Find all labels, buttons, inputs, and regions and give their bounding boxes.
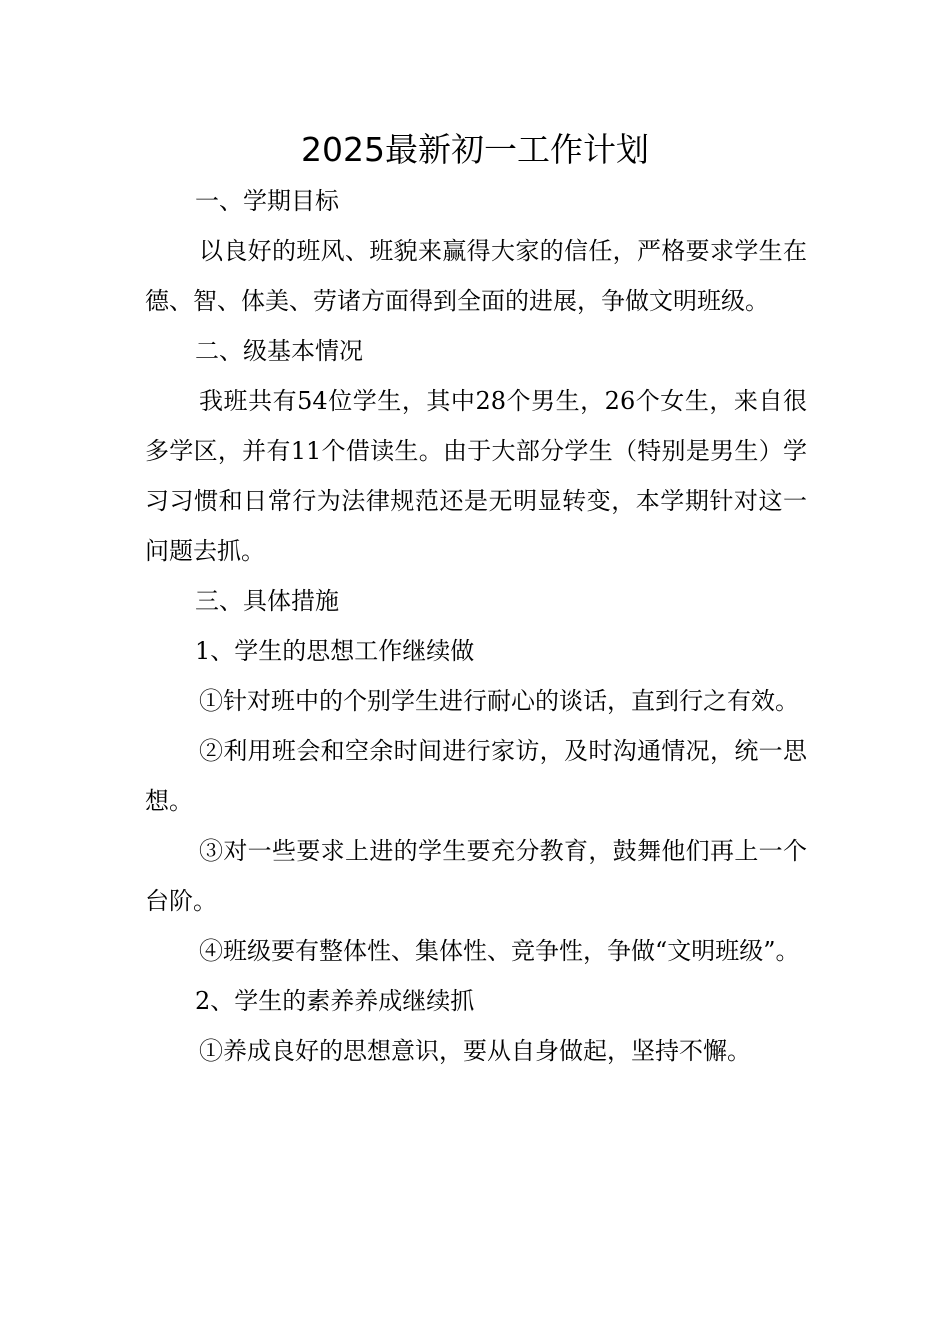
document-body (145, 176, 807, 1076)
section-heading-1: 一、学期目标 (195, 187, 339, 215)
section-heading-3: 三、具体措施 (195, 587, 339, 615)
list-item-1-2: ②利用班会和空余时间进行家访，及时沟通情况，统一思想。 (145, 737, 807, 815)
list-item-1-1: ①针对班中的个别学生进行耐心的谈话，直到行之有效。 (199, 687, 799, 715)
document-title: 2025最新初一工作计划 (301, 130, 649, 169)
list-item-1-3: ③对一些要求上进的学生要充分教育，鼓舞他们再上一个台阶。 (145, 837, 807, 915)
paragraph-class-info: 我班共有54位学生，其中28个男生，26个女生，来自很多学区，并有11个借读生。由于大部分学生（特别是男生）学习习惯和日常行为法律规范还是无明显转变，本学期针对这一问题去抓。 (145, 387, 807, 565)
paragraph-goal: 以良好的班风、班貌来赢得大家的信任，严格要求学生在德、智、体美、劳诸方面得到全面的进展，争做文明班级。 (145, 237, 807, 315)
section-heading-2: 二、级基本情况 (195, 337, 363, 365)
list-item-2-1: ①养成良好的思想意识，要从自身做起，坚持不懈。 (199, 1037, 751, 1065)
list-item-1-4: ④班级要有整体性、集体性、竞争性，争做“文明班级”。 (199, 937, 800, 965)
subheading-1: 1、学生的思想工作继续做 (195, 637, 475, 665)
subheading-2: 2、学生的素养养成继续抓 (195, 987, 475, 1015)
